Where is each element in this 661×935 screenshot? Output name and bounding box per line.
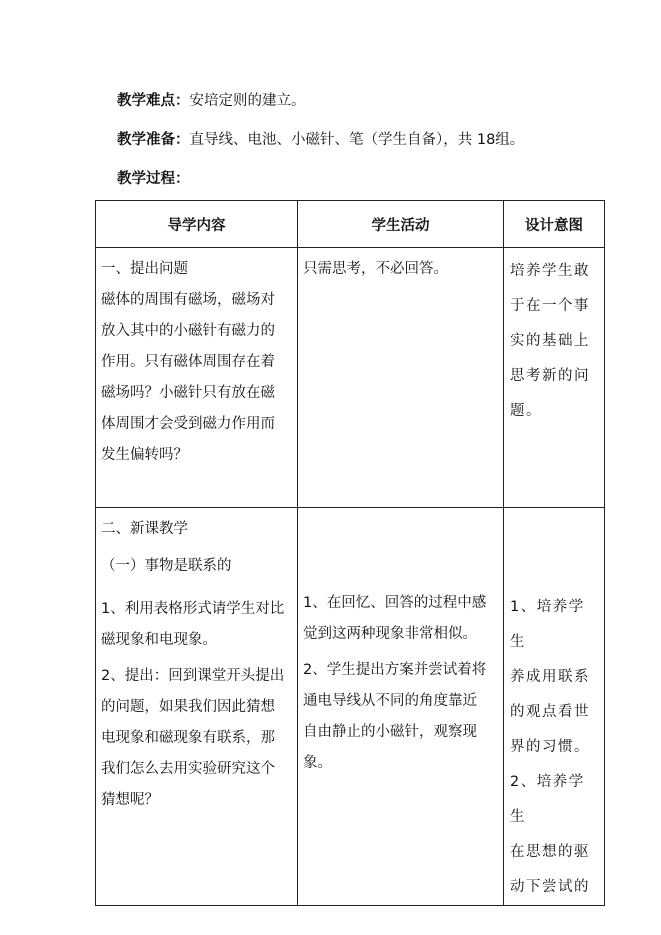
row1-intent-line: 思考新的问 [510, 368, 590, 384]
row2-guide-cell [96, 508, 298, 906]
row1-intent-line: 于在一个事 [510, 298, 590, 314]
teaching-difficulty [117, 89, 306, 110]
row2-activity-cell [298, 508, 504, 906]
row1-activity-cell [298, 248, 504, 508]
row2-activity-item2-line: 自由静止的小磁针，观察现 [303, 724, 477, 740]
row2-guide-item2-line: 猜想呢？ [101, 792, 159, 808]
row1-guide-line: 放入其中的小磁针有磁力的 [101, 323, 275, 339]
row2-intent-item1-line: 界的习惯。 [510, 739, 590, 755]
row1-guide-line: 磁场吗？小磁针只有放在磁 [101, 385, 275, 401]
row2-guide-item1-line: 磁现象和电现象。 [101, 632, 217, 648]
table-row [96, 248, 605, 508]
row2-intent-item2-line: 动下尝试的 [510, 879, 590, 895]
lesson-table [95, 200, 605, 906]
row1-intent-line: 实的基础上 [510, 333, 590, 349]
row2-intent-item2-line: 在思想的驱 [510, 844, 590, 860]
teaching-difficulty-text: 安培定则的建立。 [189, 93, 306, 109]
row2-activity-item2-line: 象。 [303, 755, 332, 771]
row1-guide-line: 体周围才会受到磁力作用而 [101, 416, 275, 432]
row1-guide-cell [96, 248, 298, 508]
row2-intent-item1-line: 1、培养学生 [510, 599, 585, 650]
row2-guide-subtitle: （一）事物是联系的 [101, 558, 232, 574]
table-header-row [96, 201, 605, 248]
row1-intent-cell [504, 248, 605, 508]
column-header-intent: 设计意图 [504, 201, 605, 248]
row2-guide-title: 二、新课教学 [101, 521, 188, 537]
row1-intent-line: 题。 [510, 403, 542, 419]
row2-guide-item2-line: 我们怎么去用实验研究这个 [101, 761, 275, 777]
row1-guide-title: 一、提出问题 [101, 261, 188, 277]
row2-activity-item2-line: 2、学生提出方案并尝试着将 [303, 662, 487, 678]
row1-guide-line: 发生偏转吗？ [101, 447, 188, 463]
row1-guide-line: 作用。只有磁体周围存在着 [101, 354, 275, 370]
teaching-process-label: 教学过程： [117, 171, 190, 187]
row1-activity-line: 只需思考，不必回答。 [303, 261, 448, 277]
teaching-difficulty-label: 教学难点： [117, 93, 190, 109]
row2-activity-item1-line: 觉到这两种现象非常相似。 [303, 626, 477, 642]
row2-guide-item2-line: 2、提出：回到课堂开头提出 [101, 668, 285, 684]
row2-guide-item2-line: 的问题，如果我们因此猜想 [101, 699, 275, 715]
row2-activity-item1-line: 1、在回忆、回答的过程中感 [303, 595, 487, 611]
teaching-preparation [117, 128, 524, 149]
column-header-guide: 导学内容 [96, 201, 298, 248]
row2-activity-item2-line: 通电导线从不同的角度靠近 [303, 693, 477, 709]
row2-intent-item2-line: 2、培养学生 [510, 774, 585, 825]
row2-guide-item2-line: 电现象和磁现象有联系，那 [101, 730, 275, 746]
row2-intent-item1-line: 的观点看世 [510, 704, 590, 720]
row2-guide-item1-line: 1、利用表格形式请学生对比 [101, 601, 285, 617]
row1-intent-line: 培养学生敢 [510, 263, 590, 279]
row2-intent-cell [504, 508, 605, 906]
teaching-preparation-label: 教学准备： [117, 132, 190, 148]
teaching-preparation-text: 直导线、电池、小磁针、笔（学生自备），共 18组。 [189, 132, 525, 148]
row2-intent-item1-line: 养成用联系 [510, 669, 590, 685]
table-row [96, 508, 605, 906]
column-header-activity: 学生活动 [298, 201, 504, 248]
row1-guide-line: 磁体的周围有磁场，磁场对 [101, 292, 275, 308]
teaching-process [117, 167, 190, 188]
